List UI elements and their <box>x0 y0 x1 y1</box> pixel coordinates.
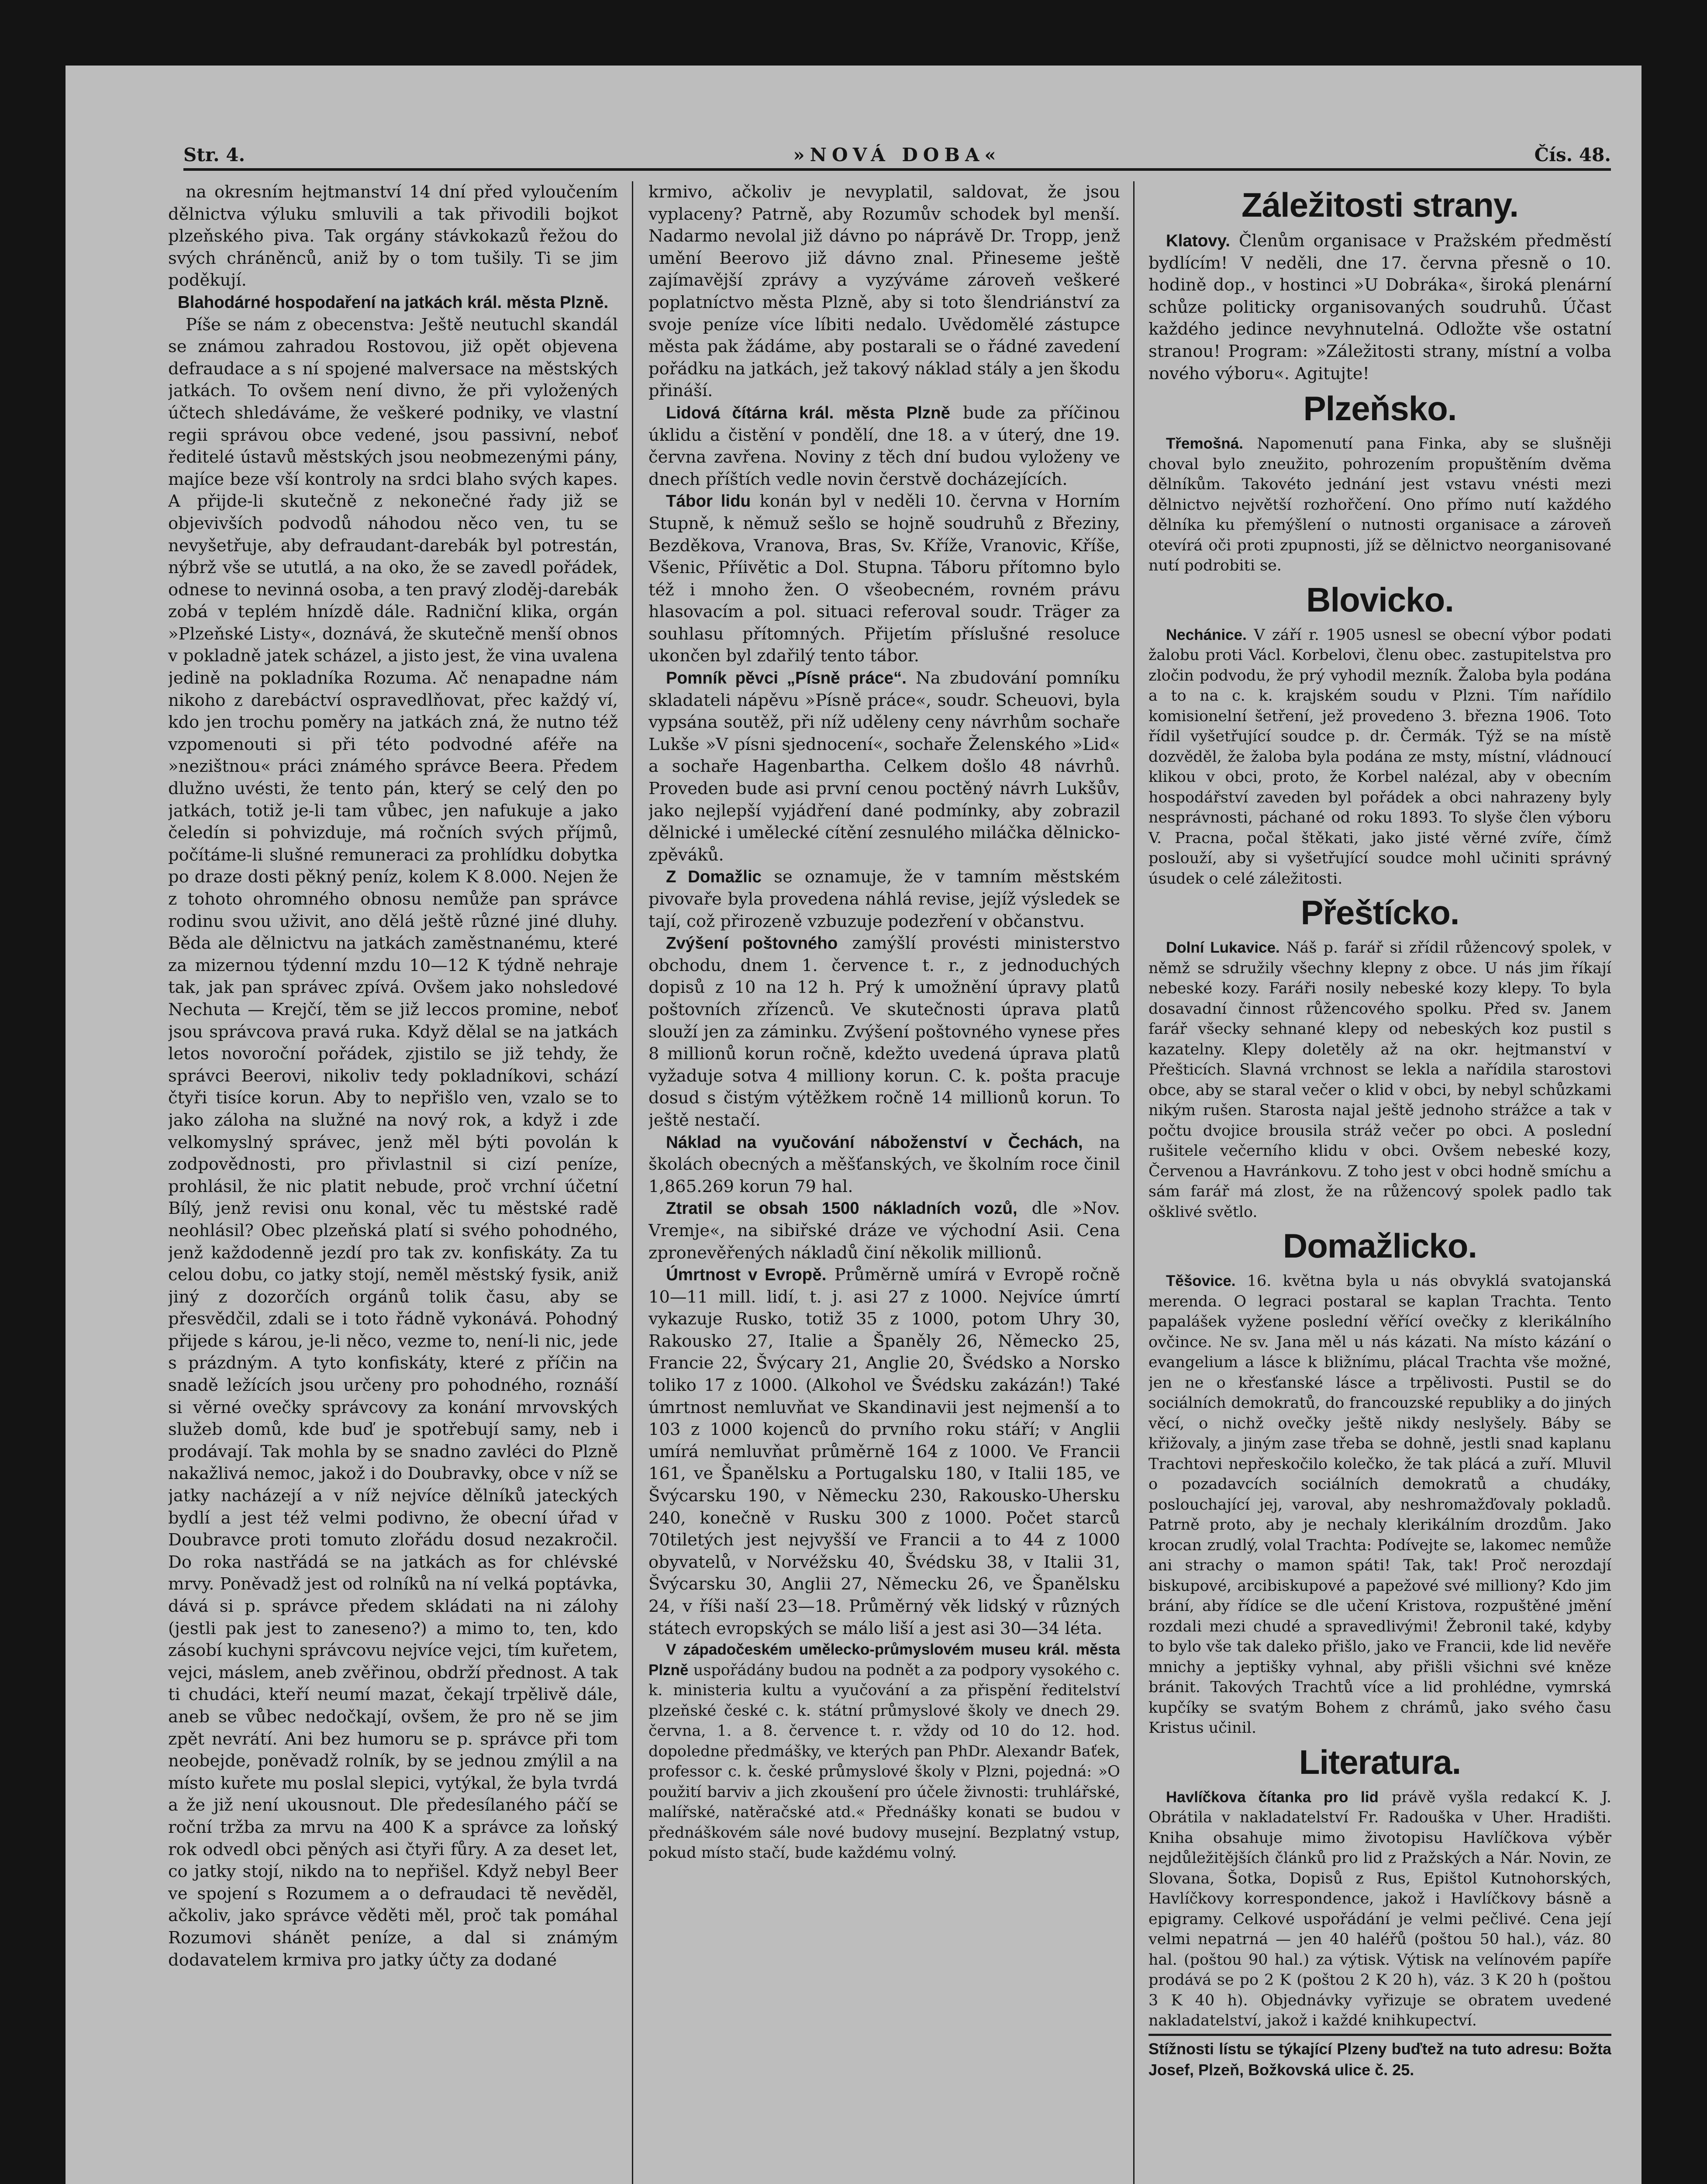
article-paragraph: krmivo, ačkoliv je nevyplatil, saldovat, že jsou vyplaceny? Patrně, aby Rozumův schodek byl menší. Nadarmo nevolal již dávno po náprávě Dr. Tropp, jenž umění Beerovo již dávno znal. Přineseme ještě zajímavější zprávy a vyzýváme zároveň veškeré poplatníctvo města Plzně, aby si toto šlendriánství za svoje peníze více líbiti nedalo. Uvědomělé zástupce města pak žádáme, aby postarali se o řádné zavedení pořádku na jatkách, jež takový náklad stály a jen škodu přináší. <box>648 182 1120 401</box>
news-headline: Zvýšení poštovného <box>666 934 838 953</box>
news-item <box>648 491 1120 667</box>
section-heading: Záležitosti strany. <box>1241 186 1519 224</box>
news-text: V září r. 1905 usnesl se obecní výbor podati žalobu proti Václ. Korbelovi, členu obec. zastupitelstva pro zločin podvodu, že prý vyhodil mezník. Žaloba byla podána a to na c. k. krajském soudu v Plzni. Tím nařídilo komisionelní šetření, jež provedeno 3. března 1906. Toto řídil vyšetřující soudce p. dr. Čermák. Týž se na místě dozvěděl, že žaloba byla podána ze msty, místní, vládnoucí klikou v obci, proto, že Korbel nalézal, aby v obecním hospodářství zaveden byl pořádek a obci nahrazeny byly nesprávnosti, páchané od roku 1893. To slyše člen výboru V. Pracna, počal štěkati, jako jisté věrné zvíře, čímž poslouží, aby si vyšetřující soudce mohl učiniti správný úsudek o celé záležitosti. <box>1148 626 1611 888</box>
news-item <box>648 1198 1120 1264</box>
section-heading: Plzeňsko. <box>1303 389 1457 428</box>
news-text: Náš p. farář si zřídil růžencový spolek, v němž se sdružily všechny klepny z obce. U nás jim říkají nebeské kozy. Faráři nosily nebeské kozy klepy. To byla dosavadní činnost růžencového spolku. Před sv. Janem farář všecky sehnané klepy od nebeských koz pustil s kazatelny. Klepy doletěly až na okr. hejtmanství v Přešticích. Slavná vrchnost se lekla a nařídila starostovi obce, aby se staral večer o klid v obci, by nebyl schůzkami nikým rušen. Starosta najal ještě jednoho strážce a tak v počtu dvojice brousila stráž večer po obci. A poslední rušitele večerního klidu v obci. Ovšem nebeské kozy, Červenou a Havránkovu. Z toho jest v obci hodně smíchu a sám farář má zlost, že na růžencový spolek padlo tak ošklivé světlo. <box>1148 939 1611 1221</box>
article-paragraph: na okresním hejtmanství 14 dní před vyloučením dělnictva výluku smluvili a tak přivodili bojkot plzeňského piva. Tak orgány stávkokazů řežou do svých chráněnců, aniž by o tom tušily. Ti se jim poděkují. <box>168 182 618 290</box>
issue-number: Čís. 48. <box>1534 144 1611 166</box>
news-headline: Havlíčkova čítanka pro lid <box>1166 1788 1379 1806</box>
news-headline: Tábor lidu <box>666 492 751 511</box>
news-headline: Lidová čítárna král. města Plzně <box>666 403 951 422</box>
news-headline: Pomník pěvci „Písně práce“. <box>666 669 907 688</box>
news-headline: Klatovy. <box>1166 232 1230 250</box>
column-3 <box>1148 181 1611 2184</box>
news-item <box>648 933 1120 1131</box>
news-text: na školách obecných a měšťanských, ve školním roce činil 1,865.269 korun 79 hal. <box>648 1132 1120 1196</box>
news-item <box>1148 230 1611 385</box>
news-item <box>648 866 1120 933</box>
section-heading: Přeštícko. <box>1300 893 1459 932</box>
page-number: Str. 4. <box>183 144 245 166</box>
news-item <box>1148 1271 1611 1738</box>
section-heading: Domažlicko. <box>1283 1227 1477 1265</box>
news-item <box>648 1640 1120 1863</box>
article-paragraph: Píše se nám z obecenstva: Ještě neutuchl skandál se známou zahradou Rostovou, již opět objevena defraudace a s ní spojené malversace na městských jatkách. To ovšem není divno, že při vyložených účtech shledáváme, že veškeré podniky, ve vlastní regii správou obce vedené, jsou passivní, neboť ředitelé ústavů městských jsou neobmezenými pány, majíce beze vší kontroly na srdci blaho svých kapes. A přijde-li skutečně z nekonečné řady již se objevivších podvodů náhodou něco ven, tu se nevyšetřuje, aby defraudant-darebák byl potrestán, nýbrž vše se ututlá, a na oko, že se zavedl pořádek, odnese to nevinná osoba, a ten pravý zloděj-darebák zobá v teplém hnízdě dále. Radniční klika, orgán »Plzeňské Listy«, doznává, že skutečně menší obnos v pokladně jatek scházel, a jisto jest, že vina uvalena jedině na pokladníka Rozuma. Ač nenapadne nám nikoho z darebáctví ospravedlňovat, přec každý ví, kdo jen trochu poměry na jatkách zná, že nutno též vzpomenouti si při této podvodné aféře na »nezištnou« práci známého správce Beera. Předem dlužno uvésti, že tento pán, který se celý den po jatkách, totiž je-li tam vůbec, jen nafukuje a jako čeledín si pohvizduje, má ročních svých příjmů, počítáme-li slušné remuneraci za prohlídku dobytka po draze dosti pěkný peníz, kolem K 8.000. Nejen že z tohoto ohromného obnosu nemůže pan správce rodinu svou uživit, ano dělá ještě různé jiné dluhy. Běda ale dělnictvu na jatkách zaměstnanému, které za mizernou týdenní mzdu 10—12 K týdně nehraje tak, jak pan správec zpívá. Ovšem jako nohsledové Nechuta — Krejčí, těm se již leccos promine, neboť jsou správcova pravá ruka. Když dělal se na jatkách letos novoroční pořádek, zjistilo se již tehdy, že správci Beerovi, nikoliv tedy pokladníkovi, schází čtyři tisíce korun. Aby to nepřišlo ven, vzalo se to jako záloha na služné na nový rok, a když i zde velkomyslný správec, jenž měl býti povolán k zodpovědnosti, pro přivlastnil si cizí peníze, prohlásil, že nic platit nebude, proč vrchní účetní Bílý, jenž revisi onu konal, věc tu městské radě neohlásil? Obec plzeňská platí si svého pohodného, jenž každodenně jezdí pro tak zv. konfiskáty. Za tu celou dobu, co jatky stojí, neměl městský fysik, aniž jiný z dozorčích orgánů tolik času, aby se přesvědčil, zdali se i toto řádně vykonává. Pohodný přijede s károu, je-li něco, vezme to, není-li nic, jede s prázdným. A tyto konfiskáty, které z příčin na snadě ležících jsou určeny pro pohodného, roznáší si věrné ovečky správcovy za konání mrvovských služeb domů, kde buď je spotřebují samy, neb i prodávají. Tak mohla by se snadno zavléci do Plzně nakažlivá nemoc, jakož i do Doubravky, obce v níž se jatky nacházejí a v níž nejvíce dělníků jateckých bydlí a jest též velmi podivno, že obecní úřad v Doubravce proti tomuto zlořádu dosud nezakročil. Do roka nastřádá se na jatkách as for chlévské mrvy. Poněvadž jest od rolníků na ní velká poptávka, dává si p. správce předem skládati na ni zálohy (jestli pak jest to zaneseno?) a mimo to, ten, kdo zásobí kuchyni správcovu nejvíce vejci, tím kuřetem, vejci, máslem, aneb zvěřinou, obdrží přednost. A tak ti chudáci, kteří neumí mazat, čekají trpělivě dále, aneb se vůbec nedočkají, ovšem, že pro ně se jim zpět nevrátí. Ani bez humoru se p. správce při tom neobejde, poněvadž rolník, by se jednou zmýlil a na místo kuřete mu poslal slepici, vytýkal, že byla tvrdá a že již není ukousnout. Dle předesílaného páčí se roční tržba za mrvu na 400 K a správce za loňský rok odvedl obci pěných asi čtyři fůry. A za deset let, co jatky stojí, nikdo na to nepřišel. Když nebyl Beer ve spojení s Rozumem a o defraudaci tě nevěděl, ačkoliv, jako správce věděti měl, proč tak pomáhal Rozumovi shánět peníze, a dal si známým dodavatelem krmiva pro jatky účty za dodané <box>168 314 618 1970</box>
news-text: Členům organisace v Pražském předměstí bydlícím! V neděli, dne 17. června přesně o 10. hodině dop., v hostinci »U Dobráka«, široká plenární schůze politicky organisovaných soudruhů. Účast každého jedince nevyhnutelná. Odložte vše ostatní stranou! Program: »Záležitosti strany, místní a volba nového výboru«. Agitujte! <box>1148 231 1611 384</box>
article-headline <box>168 292 618 314</box>
news-text: 16. května byla u nás obvyklá svatojanská merenda. O legraci postaral se kaplan Trachta. Tento papalášek vyžene poslední věřící ovečky z klerikálního ovčince. Ne sv. Jana měl u nás kázati. Na místo kázání o evangelium a lásce k bližnímu, plácal Trachta vše možné, jen ne o křesťanské lásce a trpělivosti. Pustil se do sociálních demokratů, do francouzské republiky a do jiných věcí, o nichž ovečky ještě nikdy neslyšely. Báby se křižovaly, a jiným zase třeba se dohně, jestli snad kaplanu Trachtovi nepřeskočilo kolečko, že tak plácá a zuří. Mluvil o pozadavcích sociálních demokratů a chudáky, poslouchající jej, varoval, aby neshromažďovaly pokladů. Patrně proto, aby je nechaly klerikálním drozdům. Jako krocan zrudlý, volal Trachta: Podívejte se, lakomec nemůže ani strachy o mamon spáti! Tak, tak! Proč nerozdají biskupové, arcibiskupové a papežové své milliony? Kdo jim brání, aby řídíce se dle učení Kristova, rozpuštěné jmění rozdali mezi chudé a spravedlivými! Žebronil také, kdyby to bylo vše tak daleko přišlo, jako ve Francii, kde lid nevěře mnichy a jeptišky vyhnal, aby přišli všichni své kněze bránit. Takových Trachtů více a lid prohlédne, vymrská kupčíky se svatým Bohem z chrámů, jako svého času Kristus učinil. <box>1148 1272 1611 1737</box>
news-headline: Z Domažlic <box>666 867 762 887</box>
page-header <box>183 135 1611 171</box>
section-heading: Blovicko. <box>1306 580 1454 619</box>
news-item <box>648 1264 1120 1640</box>
column-2 <box>648 181 1120 2184</box>
news-headline: Těšovice. <box>1166 1272 1236 1290</box>
news-item <box>1148 625 1611 889</box>
newspaper-page <box>66 66 1641 2184</box>
news-text: zamýšlí provésti ministerstvo obchodu, dnem 1. července t. r., z jednoduchých dopisů z 10 na 12 h. Prý k umožnění úpravy platů poštovních zřízenců. Ve skutečnosti úprava platů slouží jen za záminku. Zvýšení poštovného vynese přes 8 millionů korun ročně, kdežto uvedená úprava platů vyžaduje sotva 4 milliony korun. C. k. pošta pracuje dosud s čistým výtěžkem ročně 14 millionů korun. To ještě nestačí. <box>648 933 1120 1130</box>
column-1 <box>168 181 618 2184</box>
news-text: uspořádány budou na podnět a za podpory vysokého c. k. ministeria kultu a vyučování a za přispění ředitelství plzeňské české c. k. státní průmyslové školy ve dnech 29. června, 1. a 8. července t. r. vždy od 10 do 12. hod. dopoledne předmášky, ve kterých pan PhDr. Alexandr Baťek, professor c. k. české průmyslové školy v Plzni, pojedná: »O použití barviv a jich zkoušení pro účele živnosti: truhlářské, malířské, natěračské atd.« Přednášky konati se budou v přednáškovém sále nové budovy musejní. Bezplatný vstup, pokud místo stačí, bude každému volný. <box>648 1661 1120 1862</box>
news-item <box>648 1132 1120 1198</box>
news-item <box>648 667 1120 866</box>
news-text: Na zbudování pomníku skladateli nápěvu »Písně práce«, soudr. Scheuovi, byla vypsána soutěž, při níž uděleny ceny návrhům sochaře Lukše »V písni sjednocení«, sochaře Želenského »Lid« a sochaře Hagenbartha. Celkem došlo 48 návrhů. Proveden bude asi první cenou poctěný návrh Lukšův, jako nejlepší vyjádření dané podmínky, aby zobrazil dělnické i umělecké cítění zesnulého miláčka dělnicko-zpěváků. <box>648 668 1120 865</box>
news-text: Průměrně umírá v Evropě ročně 10—11 mill. lidí, t. j. asi 27 z 1000. Nejvíce úmrtí vykazuje Rusko, totiž 35 z 1000, potom Uhry 30, Rakousko 27, Italie a Španěly 26, Německo 25, Francie 22, Švýcary 21, Anglie 20, Švédsko a Norsko toliko 17 z 1000. (Alkohol ve Švédsku zakázán!) Také úmrtnost nemluvňat ve Skandinavii jest nejmenší a to 103 z 1000 kojenců do prvního roku stáří; v Anglii umírá nemluvňat průměrně 164 z 1000. Ve Francii 161, ve Španělsku a Portugalsku 180, v Italii 185, ve Švýcarsku 190, v Německu 230, Rakousko-Uhersku 240, konečně v Rusku 300 z 1000. Počet starců 70tiletých jest nejvyšší ve Francii a to 44 z 1000 obyvatelů, v Norvéžsku 40, Švédsku 38, v Italii 31, Švýcarsku 30, Anglii 27, Německu 26, ve Španělsku 24, v říši naší 23—18. Průměrný věk lidský v různých státech evropských se málo liší a jest asi 30—34 léta. <box>648 1265 1120 1638</box>
news-headline: Nechánice. <box>1166 626 1247 643</box>
news-headline: Dolní Lukavice. <box>1166 939 1280 957</box>
news-text: konán byl v neděli 10. června v Horním Stupně, k němuž sešlo se hojně soudruhů z Březiny, Bezděkova, Vranova, Bras, Sv. Kříže, Vranovic, Kříše, Všenic, Příivětic a Dol. Stupna. Táboru přítomno bylo též i mnoho žen. O všeobecném, rovném právu hlasovacím a pol. situaci referoval soudr. Träger za souhlasu přítomných. Přijetím příslušné resoluce ukončen byl zdařilý tento tábor. <box>648 491 1120 666</box>
headline-text: Blahodárné hospodaření na jatkách král. města Plzně. <box>177 293 609 312</box>
news-item <box>1148 434 1611 576</box>
notice-rule <box>1148 2034 1611 2036</box>
column-rule-1 <box>632 181 633 2184</box>
news-item <box>1148 1787 1611 2031</box>
news-headline: Třemošná. <box>1166 435 1243 453</box>
news-text: se oznamuje, že v tamním městském pivovaře byla provedena náhlá revise, jejíž výsledek se tají, což přirozeně vzbuzuje podezření v občanstvu. <box>648 867 1120 931</box>
news-text: dle »Nov. Vremje«, na sibiřské dráze ve východní Asii. Cena zpronevěřených nákladů činí několik millionů. <box>648 1199 1120 1263</box>
complaints-notice: Stížnosti lístu se týkající Plzeny buďtež na tuto adresu: Božta Josef, Plzeň, Božkovská ulice č. 25. <box>1148 2039 1611 2079</box>
news-text: právě vyšla redakcí K. J. Obrátila v nakladatelství Fr. Radouška v Uher. Hradišti. Kniha obsahuje mimo životopisu Havlíčkova výběr nejdůležitějších článků pro lid z Pražských a Nár. Novin, ze Slovana, Šotka, Dopisů z Rus, Epištol Kutnohorských, Havlíčkovy korrespondence, jakož i Havlíčkovy básně a epigramy. Celkové uspořádání je velmi pečlivé. Cena její velmi nepatrná — jen 40 haléřů (poštou 50 hal.), váz. 80 hal. (poštou 90 hal.) za výtisk. Výtisk na velínovém papíře prodává se po 2 K (poštou 2 K 20 h), váz. 3 K 20 h (poštou 3 K 40 h). Objednávky vyřizuje se obratem uvedené nakladatelství, jakož i každé knihkupectví. <box>1148 1788 1611 2030</box>
news-text: bude za příčinou úklidu a čistění v pondělí, dne 18. a v úterý, dne 19. června zavřena. Noviny z těch dní budou vyloženy ve dnech příštích vedle novin čerstvě docházejících. <box>648 403 1120 489</box>
news-headline: V západočeském umělecko-průmyslovém museu král. města Plzně <box>648 1641 1120 1679</box>
newspaper-title: »NOVÁ DOBA« <box>793 144 1001 166</box>
news-headline: Úmrtnost v Evropě. <box>666 1265 827 1285</box>
news-item <box>648 402 1120 491</box>
news-text: Napomenutí pana Finka, aby se slušněji choval bylo zneužito, pohrozením propuštěním dvěma dělníkům. Takovéto jednání jest vstavu vnésti mezi dělnictvo největší rozhořčení. Ono přímo nutí každého dělníka ku přemýšlení o nutnosti organisace a zároveň otevírá oči proti zpupnosti, jíž se dělnictvo neorganisované nutí podrobiti se. <box>1148 435 1611 575</box>
column-rule-2 <box>1133 181 1135 2184</box>
news-headline: Náklad na vyučování náboženství v Čechách, <box>666 1133 1083 1152</box>
section-heading: Literatura. <box>1299 1742 1461 1781</box>
news-item <box>1148 938 1611 1222</box>
news-headline: Ztratil se obsah 1500 nákladních vozů, <box>666 1199 1017 1218</box>
